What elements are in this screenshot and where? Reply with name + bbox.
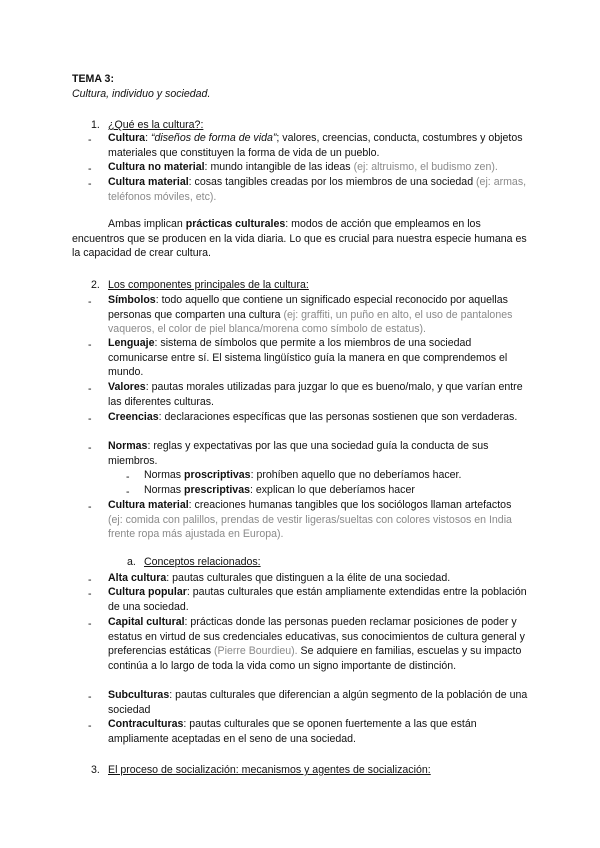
list-item: Cultura popular: pautas culturales que están ampliamente extendidas entre la población de una sociedad.: [108, 586, 527, 613]
term: Valores: [108, 381, 146, 393]
subsection-heading: Conceptos relacionados:: [144, 556, 261, 568]
example: (ej: comida con palillos, prendas de vestir ligeras/sueltas con colores vistosos en India frente ropa más ajustada en Europa).: [108, 513, 512, 541]
bullet-dash: -: [88, 618, 92, 630]
term: Cultura material: [108, 499, 189, 511]
sub-list-item: Normas prescriptivas: explican lo que deberíamos hacer: [144, 484, 415, 496]
list-item: Normas: reglas y expectativas por las que una sociedad guía la conducta de sus miembros.: [108, 440, 489, 467]
document-title: TEMA 3:: [72, 73, 114, 85]
bullet-dash: -: [88, 178, 92, 190]
section-number: 1.: [91, 119, 100, 131]
bullet-dash: -: [88, 163, 92, 175]
term: Símbolos: [108, 294, 156, 306]
list-item: Contraculturas: pautas culturales que se oponen fuertemente a las que están ampliamente aceptadas en el seno de una sociedad.: [108, 718, 477, 745]
list-item: Creencias: declaraciones específicas que las personas sostienen que son verdaderas.: [108, 411, 518, 423]
term: Subculturas: [108, 689, 170, 701]
term: Alta cultura: [108, 572, 167, 584]
example: (ej: graffiti, un puño en alto, el uso de pantalones vaqueros, el color de piel blanca/morena como símbolo de estatus).: [108, 308, 513, 336]
section-heading: Los componentes principales de la cultura:: [108, 279, 309, 291]
bullet-dash: -: [88, 588, 92, 600]
section-heading: El proceso de socialización: mecanismos y agentes de socialización:: [108, 764, 431, 776]
term: Creencias: [108, 411, 159, 423]
quote: “diseños de forma de vida”: [150, 132, 277, 144]
bullet-dash: -: [88, 134, 92, 146]
term: Cultura: [108, 132, 146, 144]
list-item: Cultura material: creaciones humanas tangibles que los sociólogos llaman artefactos (ej: comida con palillos, prendas de vestir ligeras/sueltas con colores vistosos en India frente ropa más ajustada en Europa).: [108, 499, 512, 541]
bullet-dash: -: [88, 383, 92, 395]
term: Cultura no material: [108, 161, 205, 173]
sub-bullet-dash: -: [126, 486, 130, 498]
bullet-dash: -: [88, 413, 92, 425]
sub-bullet-dash: -: [126, 471, 130, 483]
list-item: Valores: pautas morales utilizadas para juzgar lo que es bueno/malo, y que varían entre las diferentes culturas.: [108, 381, 523, 408]
term: Lenguaje: [108, 337, 155, 349]
list-item: Cultura no material: mundo intangible de las ideas (ej: altruismo, el budismo zen).: [108, 161, 498, 173]
bullet-dash: -: [88, 296, 92, 308]
bullet-dash: -: [88, 339, 92, 351]
bullet-dash: -: [88, 691, 92, 703]
sub-list-item: Normas proscriptivas: prohíben aquello que no deberíamos hacer.: [144, 469, 462, 481]
list-item: Cultura material: cosas tangibles creadas por los miembros de una sociedad (ej: armas, teléfonos móviles, etc).: [108, 176, 527, 203]
bullet-dash: -: [88, 442, 92, 454]
subsection-letter: a.: [127, 556, 136, 568]
example: (ej: altruismo, el budismo zen).: [353, 161, 498, 173]
document-subtitle: Cultura, individuo y sociedad.: [72, 88, 211, 100]
term: Capital cultural: [108, 616, 185, 628]
list-item: Símbolos: todo aquello que contiene un significado especial reconocido por aquellas personas que comparten una cultura (ej: graffiti, un puño en alto, el uso de pantalones vaqueros, el color de piel blanca/morena como símbolo de estatus).: [108, 294, 513, 336]
term: Cultura material: [108, 176, 189, 188]
list-item: Cultura: “diseños de forma de vida”; valores, creencias, conducta, costumbres y objetos materiales que constituyen la forma de vida de un pueblo.: [108, 132, 523, 159]
list-item: Capital cultural: prácticas donde las personas pueden reclamar posiciones de poder y estatus en virtud de sus credenciales educativas, sus conocimientos de cultura general y preferencias estáticas (Pierre Bourdieu). Se adquiere en familias, escuelas y su impacto continúa a lo largo de toda la vida como un signo importante de distinción.: [108, 616, 525, 673]
example: (ej: armas, teléfonos móviles, etc).: [108, 176, 527, 203]
list-item: Alta cultura: pautas culturales que distinguen a la élite de una sociedad.: [108, 572, 451, 584]
section-number: 3.: [91, 764, 100, 776]
term: Contraculturas: [108, 718, 184, 730]
bullet-dash: -: [88, 501, 92, 513]
bullet-dash: -: [88, 720, 92, 732]
term: Normas: [108, 440, 148, 452]
section-number: 2.: [91, 279, 100, 291]
list-item: Subculturas: pautas culturales que diferencian a algún segmento de la población de una sociedad: [108, 689, 528, 716]
example: (Pierre Bourdieu).: [214, 645, 298, 658]
term: Cultura popular: [108, 586, 187, 598]
paragraph: Ambas implican prácticas culturales: modos de acción que empleamos en los encuentros que se producen en la vida diaria. Lo que es crucial para nuestra especie humana es la capacidad de crear cultura.: [72, 218, 527, 260]
section-heading: ¿Qué es la cultura?:: [108, 119, 204, 131]
bullet-dash: -: [88, 574, 92, 586]
list-item: Lenguaje: sistema de símbolos que permite a los miembros de una sociedad comunicarse entre sí. El sistema lingüístico guía la manera en que comprendemos el mundo.: [108, 337, 508, 379]
